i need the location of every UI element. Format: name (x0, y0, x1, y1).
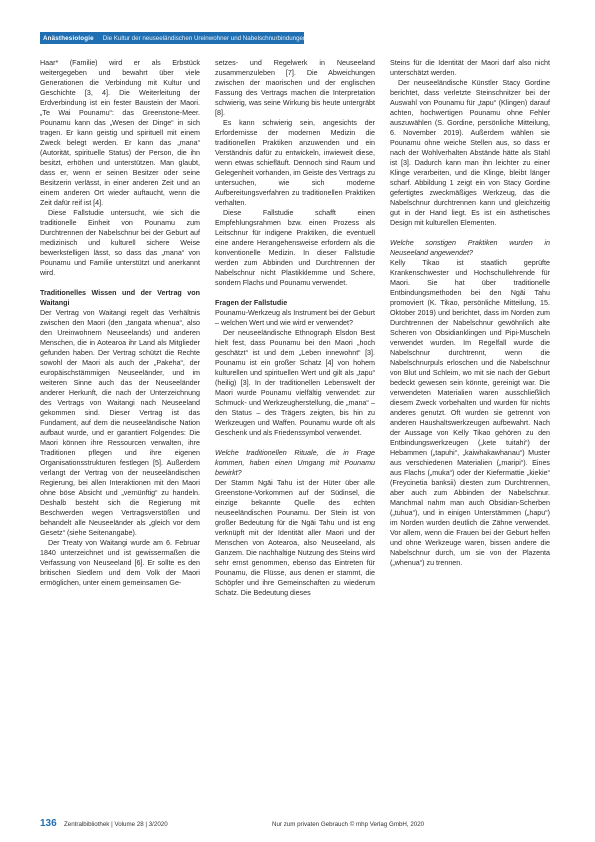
page-footer (40, 819, 560, 833)
copyright-notice: Nur zum privaten Gebrauch © mhp Verlag GmbH, 2020 (272, 821, 425, 828)
section-label: Anästhesiologie (43, 34, 94, 42)
column-3 (390, 58, 550, 808)
question: Welche sonstigen Praktiken wurden in Neuseeland angewendet? (390, 239, 550, 257)
paragraph: Es kann schwierig sein, angesichts der Erfordernisse der modernen Medizin die traditionellen Praktiken anzuwenden und ein Verständnis dafür zu entwickeln, inwieweit diese, wenn etwas schiefläuft. Dennoch sind Raum und Gelegenheit vorhanden, im Geiste des Vertrags zu untersuchen, wie sich moderne Aufbereitungsverfahren zu traditionellen Praktiken verhalten. (215, 119, 375, 207)
column-1 (40, 58, 200, 808)
column-2 (215, 58, 375, 808)
journal-citation: Zentralbibliothek | Volume 28 | 3/2020 (64, 821, 168, 828)
section-heading: Traditionelles Wissen und der Vertrag von Waitangi (40, 289, 200, 307)
article-body (40, 58, 550, 808)
page-number: 136 (40, 818, 57, 829)
paragraph: Der Treaty von Waitangi wurde am 6. Februar 1840 unterzeichnet und ist gewissermaßen die Verfassung von Neuseeland [6]. Er sollte es den britischen Siedlern und dem Volk der Maori ermöglichen, unter einem gemeinsamen Ge- (40, 539, 200, 587)
paragraph: Haar* (Familie) wird er als Erbstück weitergegeben und bewahrt über viele Generationen die Verbindung mit Kultur und Geschichte [3, 4]. Die Weiterleitung der Erdverbindung ist ein fester Baustein der Maori. „Te Wai Pounamu“: das Greenstone-Meer. Pounamu kann das „Wesen der Dinge“ in sich tragen. Er kann geistig und spirituell mit einem Zweck belegt werden. Er kann das „mana“ (Autorität, spirituelle Status) der Person, die ihn besitzt, erhöhen und unterstützen. Man glaubt, dass er, wenn er seinen Besitzer oder seine Besitzerin verlässt, in einer anderen Zeit und an einem anderen Ort wieder auftaucht, wenn die Zeit dafür reif ist [4]. (40, 59, 200, 207)
paragraph: Kelly Tikao ist staatlich geprüfte Krankenschwester und Hochschullehrende für Maori. Sie hat über traditionelle Entbindungsmethoden bei den Ngāi Tahu promoviert (K. Tikao, persönliche Mitteilung, 15. Oktober 2019) und berichtet, dass im Norden zum Durchtrennen der Nabelschnur gewöhnlich alte Scheren von Obsidianklingen und Pipi-Muscheln verwendet wurden. Im Regelfall wurde die Nabelschnur durchtrennt, wenn die Nabelschnurpuls erloschen und die Nabelschnur von Blut und Schleim, wo mit sie nach der Geburt bedeckt gewesen sein könnte, gereinigt war. Die verwendeten Materialien waren ausschließlich diesem Zweck vorbehalten und wurden für nichts anderes genutzt. Oft wurden sie getrennt von anderen Haushaltswerkzeugen aufbewahrt. Nach der Aussage von Kelly Tikao gehören zu den Entbindungswerkzeugen („kete tuitahi“) der Hebammen („tapuhi“, „kaiwhakawhanau“) Muster aus verschiedenen Materialien („maripi“). Eines aus Flachs („muka“) oder der Kiefermattie „kiekie“ (Freycinetia banksii) diesten zum Durchtrennen, aber auch zum Abbinden der Nabelschnur. Manchmal nahm man auch Obsidian-Scherben („tuhua“), und in einigen Unterstämmen („hapu“) im Norden wurden deutlich die Zähne verwendet. Vor allem, wenn die Frauen bei der Geburt helfen und ohne Werkzeuge waren, bissen andere die Nabelschnur durch, um sie von der Plazenta („whenua“) zu trennen. (390, 259, 550, 567)
page-header (0, 0, 595, 44)
paragraph: Der neuseeländische Künstler Stacy Gordine berichtet, dass verletzte Steinschnitzer bei der Auswahl von Pounamu für „tapu“ (Klingen) darauf achten, hochwertigen Pounamu ohne Fehler auszuwählen (S. Gordine, persönliche Mitteilung, 6. November 2019). Außerdem wählen sie Pounamu ohne weiche Stellen aus, so dass er nach der Wohlverhalten Abstände hätte als Stahl ist [3]. Dadurch kann man ihn leichter zu einer Klinge verarbeiten, und die Klinge, bleibt länger scharf. Abbildung 1 zeigt ein von Stacy Gordine gefertigtes zweckmäßiges Werkzeug, das die Nabelschnur durchtrennen kann und gleichzeitig gut in der Hand liegt. Es ist ein ästhetisches Design mit kulturellen Elementen. (390, 79, 550, 227)
paragraph: Der neuseeländische Ethnograph Elsdon Best hielt fest, dass Pounamu bei den Maori „hoch geschätzt“ ist und dem „Leben innewohnt“ [3]. Pounamu ist ein großer Schatz [4] von hohem kulturellen und spirituellen Wert und gilt als „tapu“ (heilig) [3]. In der traditionellen Lebenswelt der Maori wurde Pounamu vielfältig verwendet: zur Schmuck- und Werkzeugherstellung, die „mana“ – den Status – des Trägers zeigten, bis hin zu Werkzeugen und Waffen. Pounamu wurde oft als Geschenk und als Friedenssymbol verwendet. (215, 329, 375, 437)
header-bar (40, 32, 307, 44)
paragraph: Diese Fallstudie schafft einen Empfehlungsrahmen bzw. einen Prozess als Leitschnur für indigene Praktiken, die eventuell eine andere Herangehensweise erfordern als die konventionelle Medizin. In dieser Fallstudie werden zum Abbinden und Durchtrennen der Nabelschnur nicht Plastikklemme und Schere, sondern Flachs und Pounamu verwendet. (215, 209, 375, 287)
question: Pounamu-Werkzeug als Instrument bei der Geburt – welchen Wert und wie wird er verwendet? (215, 309, 375, 327)
section-heading: Fragen der Fallstudie (215, 299, 288, 307)
paragraph: setzes- und Regelwerk in Neuseeland zusammenzuleben [7]. Die Abweichungen zwischen der maorischen und der englischen Fassung des Vertrags machen die Interpretation schwierig, was seine Wirkung bis heute untergräbt [8]. (215, 59, 375, 117)
paragraph: Diese Fallstudie untersucht, wie sich die traditionelle Einheit von Pounamu zum Durchtrennen der Nabelschnur bei der Geburt auf medizinisch und kulturell sichere Weise bewerkstelligen lässt, so dass das „mana“ von Pounamu und Familie unterstützt und anerkannt wird. (40, 209, 200, 277)
paragraph: Der Vertrag von Waitangi regelt das Verhältnis zwischen den Maori (den „tangata whenua“, also den Ureinwohnern Neuseelands) und anderen Menschen, die in Aotearoa ihr Land als Mitglieder gefunden haben. Der Vertrag schützt die Rechte sowohl der Maori als auch der „Pakeha“, der europäischstämmigen Neuseeländer, und im weiteren Sinne auch das der Neuseeländer anderer Herkunft, die nach der Unterzeichnung des Vertrags von Waitangi nach Neuseeland gekommen sind. Dieser Vertrag ist das Fundament, auf dem die neuseeländische Nation aufbaut wurde, und er garantiert Folgendes: Die Maori können ihre Ressourcen verwalten, ihre Traditionen pflegen und ihre eigenen Organisationsstrukturen festlegen [5]. Außerdem verlangt der Vertrag von der neuseeländischen Regierung, bei allen Interaktionen mit den Maori ohne böse Absicht und „vernünftig“ zu handeln. Deshalb besteht sich die Regierung mit Beschwerden wegen Vertragsverstößen und behandelt alle Neuseeländer als „gleich vor dem Gesetz“ (siehe Seitenangabe). (40, 309, 200, 537)
paragraph: Der Stamm Ngāi Tahu ist der Hüter über alle Greenstone-Vorkommen auf der Südinsel, die einzige bekannte Quelle des echten neuseeländischen Pounamu. Der Stein ist von großer Bedeutung für die Ngāi Tahu und ist eng verknüpft mit der Identität aller Maori und der Menschen von Aotearoa, also Neuseeland, als Ganzem. Die nachhaltige Nutzung des Steins wird sehr ernst genommen, ebenso das Eintreten für Pounamu, die Flüsse, aus denen er stammt, die Schöpfer und ihre Gemeinschaften zu wiederum Schatz. Die Bedeutung dieses (215, 479, 375, 597)
running-title: Die Kultur der neuseeländischen Ureinwohner und Nabelschnurbindungen (102, 34, 307, 42)
paragraph: Steins für die Identität der Maori darf also nicht unterschätzt werden. (390, 59, 550, 77)
question: Welche traditionellen Rituale, die in Frage kommen, haben einen Umgang mit Pounamu bewirkt? (215, 449, 375, 477)
